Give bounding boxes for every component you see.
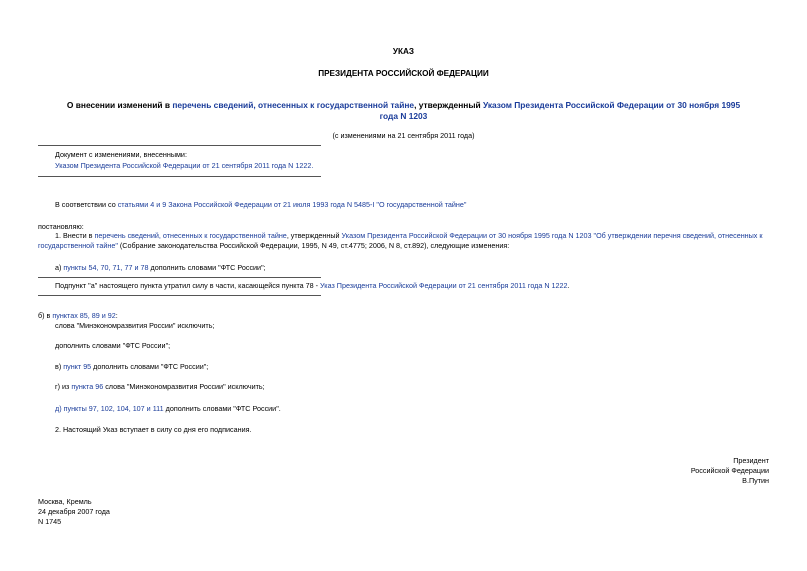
subpoint-g (55, 382, 265, 391)
g-post: слова "Минэкономразвития России" исключить; (103, 382, 265, 391)
v-link-point[interactable]: пункт 95 (63, 362, 92, 371)
paragraph-2: 2. Настоящий Указ вступает в силу со дня его подписания. (55, 425, 252, 434)
p1-link-decree-cont[interactable]: государственной тайне" (38, 241, 118, 250)
p1-link-list[interactable]: перечень сведений, отнесенных к государственной тайне (94, 231, 287, 240)
doc-type: УКАЗ (392, 47, 415, 56)
title-link-list[interactable]: перечень сведений, отнесенных к государственной тайне (172, 100, 415, 110)
d-prefix: д) (55, 404, 64, 413)
subpoint-d (55, 404, 281, 413)
title-middle: , утвержденный (414, 100, 483, 110)
subpoint-b-line2: дополнить словами "ФТС России"; (55, 341, 171, 350)
basis-link-law[interactable]: статьями 4 и 9 Закона Российской Федерации от 21 июля 1993 года N 5485-I "О государственной тайне" (117, 200, 467, 209)
basis-paragraph (55, 200, 466, 209)
g-prefix: г) из (55, 382, 72, 391)
revision-note: (с изменениями на 21 сентября 2011 года) (332, 131, 475, 140)
p1-middle: , утвержденный (286, 231, 342, 240)
doc-issuer: ПРЕЗИДЕНТА РОССИЙСКОЙ ФЕДЕРАЦИИ (318, 69, 489, 78)
d-link-points[interactable]: пункты 97, 102, 104, 107 и 111 (63, 404, 164, 413)
subpoint-v (55, 362, 208, 371)
changes-link[interactable]: Указом Президента Российской Федерации от 21 сентября 2011 года N 1222. (55, 161, 314, 170)
p1-post: (Собрание законодательства Российской Федерации, 1995, N 49, ст.4775; 2006, N 8, ст.892), следующие изменения: (117, 241, 510, 250)
signature-title: Президент (733, 456, 769, 465)
footer-number: N 1745 (38, 517, 62, 526)
divider (38, 145, 321, 146)
divider (38, 176, 321, 177)
paragraph-1-line2 (38, 241, 509, 250)
subpoint-a (55, 263, 266, 272)
v-post: дополнить словами "ФТС России"; (91, 362, 209, 371)
changes-label: Документ с изменениями, внесенными: (55, 150, 187, 159)
divider (38, 295, 321, 296)
v-prefix: в) (55, 362, 64, 371)
a-note-post: . (567, 281, 570, 290)
title-link-decree[interactable]: Указом Президента Российской Федерации от 30 ноября 1995 (482, 100, 741, 110)
b-post: : (115, 311, 118, 320)
footer-date: 24 декабря 2007 года (38, 507, 110, 516)
signature-org: Российской Федерации (690, 466, 769, 475)
paragraph-1-line1 (55, 231, 763, 240)
b-prefix: б) в (38, 311, 53, 320)
title-link-decree-cont[interactable]: года N 1203 (379, 111, 428, 121)
title-prefix: О внесении изменений в (66, 100, 173, 110)
a-link-points[interactable]: пункты 54, 70, 71, 77 и 78 (63, 263, 149, 272)
subpoint-a-note (55, 281, 570, 290)
a-note-link[interactable]: Указ Президента Российской Федерации от 21 сентября 2011 года N 1222 (320, 281, 568, 290)
subpoint-b (38, 311, 118, 320)
resolved-text: постановляю: (38, 222, 84, 231)
divider (38, 277, 321, 278)
subpoint-b-line1: слова "Минэкономразвития России" исключить; (55, 321, 215, 330)
a-note-prefix: Подпункт "а" настоящего пункта утратил силу в части, касающейся пункта 78 - (55, 281, 321, 290)
basis-prefix: В соответствии со (55, 200, 118, 209)
p1-prefix: 1. Внести в (55, 231, 95, 240)
b-link-points[interactable]: пунктах 85, 89 и 92 (52, 311, 116, 320)
a-prefix: а) (55, 263, 64, 272)
d-post: дополнить словами "ФТС России". (163, 404, 281, 413)
g-link-point[interactable]: пункта 96 (71, 382, 104, 391)
a-post: дополнить словами "ФТС России"; (148, 263, 266, 272)
p1-link-decree[interactable]: Указом Президента Российской Федерации от 30 ноября 1995 года N 1203 "Об утверждении перечня сведений, отнесенных к (341, 231, 763, 240)
footer-place: Москва, Кремль (38, 497, 92, 506)
signature-name: В.Путин (742, 476, 769, 485)
page-title (0, 100, 807, 122)
